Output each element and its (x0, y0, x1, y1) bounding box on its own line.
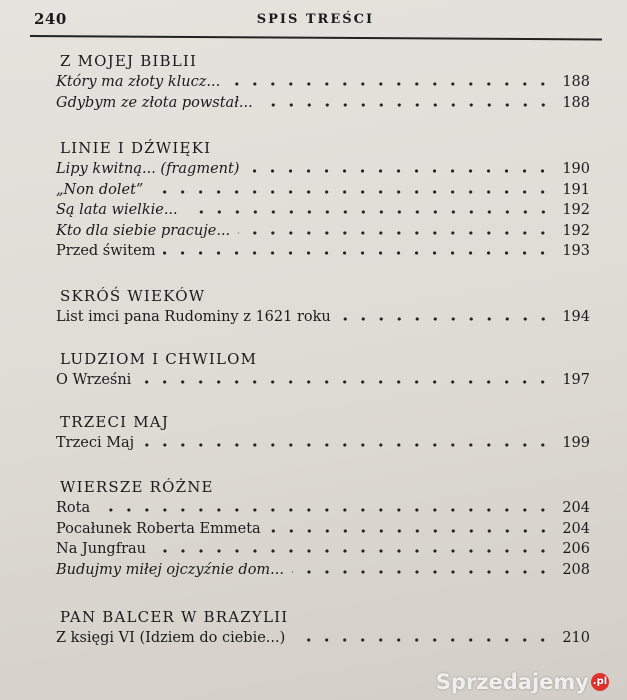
page-number: 240 (34, 10, 67, 28)
dot-leader (339, 316, 552, 322)
toc-entry (0, 541, 627, 561)
toc-entry (0, 435, 627, 455)
toc-entry-title: Lipy kwitną... (fragment) (56, 161, 240, 177)
toc-entry (0, 95, 627, 115)
toc-entry (0, 562, 627, 582)
toc-entry-page: 190 (562, 161, 590, 177)
dot-leader (154, 548, 552, 554)
toc-entry-page: 204 (562, 500, 590, 516)
toc-entry (0, 630, 627, 650)
toc-entry-page: 191 (562, 181, 590, 198)
toc-entry-title: Rota (56, 500, 91, 516)
section-title: LUDZIOM I CHWILOM (60, 350, 258, 368)
dot-leader (261, 102, 552, 108)
toc-entry-page: 188 (562, 74, 590, 90)
toc-entry (0, 182, 627, 202)
section-title: WIERSZE RÓŻNE (60, 478, 214, 496)
watermark-text: Sprzedajemy (435, 670, 589, 694)
toc-entry-page: 208 (562, 561, 590, 578)
dot-leader (186, 209, 552, 215)
dot-leader (293, 637, 552, 643)
toc-entry-page: 194 (562, 309, 590, 325)
dot-leader (228, 81, 552, 87)
toc-entry-title: Są lata wielkie... (56, 202, 178, 219)
toc-entry-page: 210 (562, 630, 590, 646)
toc-entry-title: Na Jungfrau (56, 541, 146, 558)
dot-leader (142, 442, 552, 448)
section-title: TRZECI MAJ (60, 413, 170, 431)
toc-entry (0, 202, 627, 222)
toc-entry-title: Budujmy miłej ojczyźnie dom... (56, 561, 285, 578)
watermark-suffix: .pl (591, 673, 609, 691)
toc-entry-title: Który ma złoty klucz... (56, 74, 221, 90)
toc-entry (0, 223, 627, 243)
toc-entry (0, 161, 627, 181)
toc-entry-page: 197 (562, 372, 590, 388)
toc-entry-page: 192 (562, 202, 590, 219)
dot-leader (98, 507, 552, 513)
toc-entry-title: Gdybym ze złota powstał... (56, 94, 253, 111)
toc-entry-title: Przed świtem (56, 243, 156, 260)
toc-entry (0, 74, 627, 94)
toc-entry-title: Pocałunek Roberta Emmeta (56, 520, 261, 537)
section-title: LINIE I DŹWIĘKI (60, 139, 212, 157)
toc-entry (0, 243, 627, 263)
section-title: PAN BALCER W BRAZYLII (60, 608, 289, 626)
toc-entry-title: Z księgi VI (Idziem do ciebie...) (56, 630, 286, 646)
toc-entry (0, 521, 627, 541)
toc-entry-title: Trzeci Maj (56, 435, 135, 451)
section-title: Z MOJEJ BIBLII (60, 52, 198, 70)
dot-leader (292, 569, 552, 575)
toc-entry-page: 199 (562, 435, 590, 451)
toc-entry (0, 500, 627, 520)
dot-leader (247, 168, 552, 174)
toc-entry-title: „Non dolet” (56, 181, 144, 198)
toc-entry (0, 372, 627, 392)
running-title: SPIS TREŚCI (256, 11, 375, 27)
toc-entry-page: 206 (562, 541, 590, 558)
watermark-logo (436, 670, 609, 694)
section-title: SKRÓŚ WIEKÓW (60, 287, 206, 305)
toc-entry-page: 192 (562, 222, 590, 239)
dot-leader (151, 189, 552, 195)
toc-entry-title: O Wrześni (56, 372, 132, 388)
toc-entry-page: 193 (562, 243, 590, 260)
dot-leader (238, 230, 552, 236)
toc-entry-page: 188 (562, 94, 590, 111)
dot-leader (139, 379, 552, 385)
dot-leader (163, 250, 552, 256)
toc-entry-title: List imci pana Rudominy z 1621 roku (56, 309, 331, 325)
toc-entry-page: 204 (562, 520, 590, 537)
toc-entry-title: Kto dla siebie pracuje... (56, 222, 231, 239)
dot-leader (269, 528, 552, 534)
toc-entry (0, 309, 627, 329)
